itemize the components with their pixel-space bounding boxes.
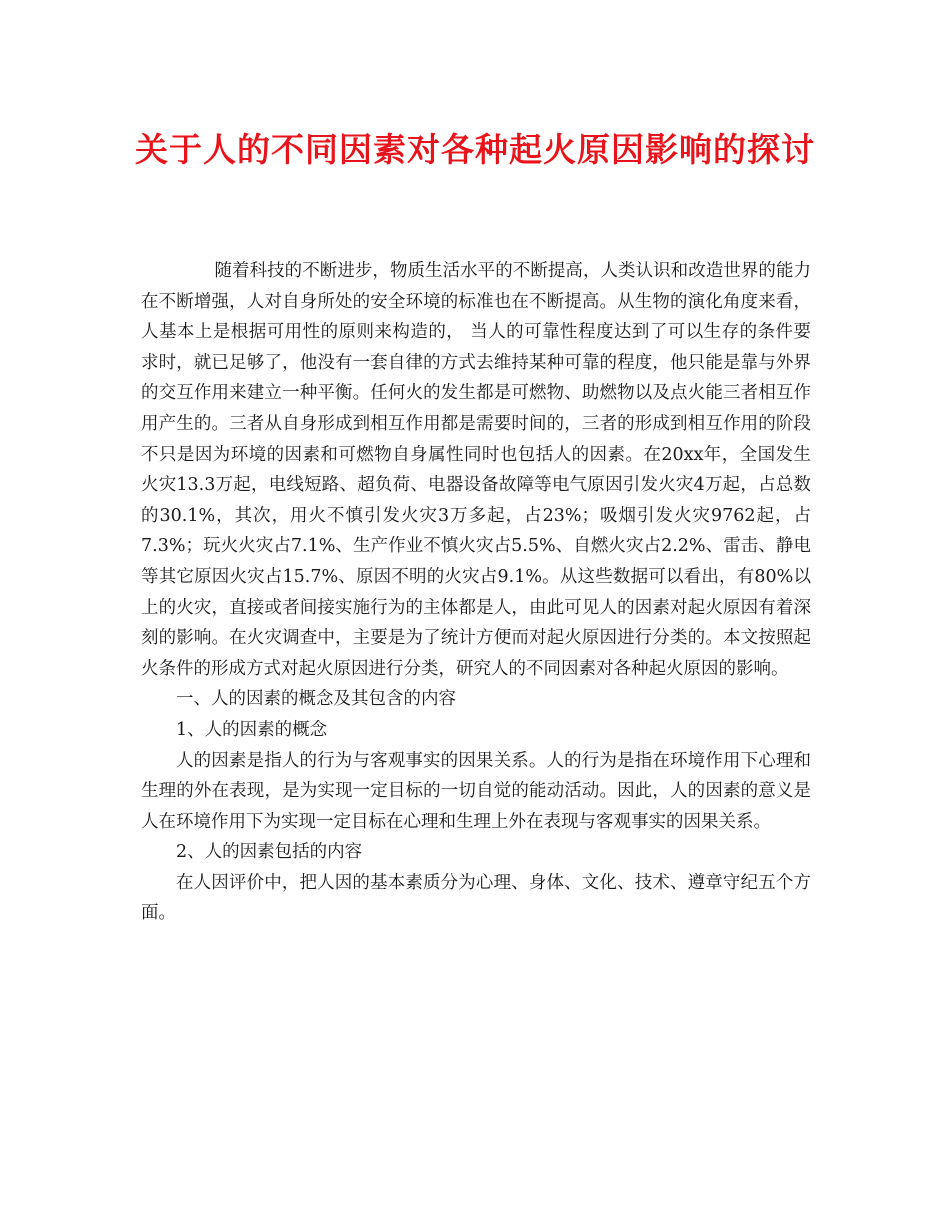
- subsection-heading-1: 1、人的因素的概念: [176, 719, 328, 740]
- definition-paragraph: 人的因素是指人的行为与客观事实的因果关系。人的行为是指在环境作用下心理和生理的外在表现，是为实现一定目标的一切自觉的能动活动。因此，人的因素的意义是人在环境作用下为实现一定目标在心理和生理上外在表现与客观事实的因果关系。: [141, 750, 811, 832]
- subsection-heading-2: 2、人的因素包括的内容: [176, 842, 363, 863]
- document-title: 关于人的不同因素对各种起火原因影响的探讨: [135, 130, 815, 169]
- content-paragraph: 在人因评价中，把人因的基本素质分为心理、身体、文化、技术、遵章守纪五个方面。: [141, 872, 811, 924]
- section-heading-1: 一、人的因素的概念及其包含的内容: [176, 689, 456, 710]
- intro-paragraph: 随着科技的不断进步，物质生活水平的不断提高，人类认识和改造世界的能力在不断增强，人对自身所处的安全环境的标准也在不断提高。从生物的演化角度来看，人基本上是根据可用性的原则来构造的， 当人的可靠性程度达到了可以生存的条件要求时，就已足够了，他没有一套自律的方式去维持某种可靠的程度，他只能是靠与外界的交互作用来建立一种平衡。任何火的发生都是可燃物、助燃物以及点火能三者相互作用产生的。三者从自身形成到相互作用都是需要时间的，三者的形成到相互作用的阶段不只是因为环境的因素和可燃物自身属性同时也包括人的因素。在20xx年，全国发生火灾13.3万起，电线短路、超负荷、电器设备故障等电气原因引发火灾4万起，占总数的30.1%，其次，用火不慎引发火灾3万多起，占23%；吸烟引发火灾9762起，占7.3%；玩火火灾占7.1%、生产作业不慎火灾占5.5%、自燃火灾占2.2%、雷击、静电等其它原因火灾占15.7%、原因不明的火灾占9.1%。从这些数据可以看出，有80%以上的火灾，直接或者间接实施行为的主体都是人，由此可见人的因素对起火原因有着深刻的影响。在火灾调查中，主要是为了统计方便而对起火原因进行分类的。本文按照起火条件的形成方式对起火原因进行分类，研究人的不同因素对各种起火原因的影响。: [141, 261, 811, 679]
- document-body: [141, 256, 811, 929]
